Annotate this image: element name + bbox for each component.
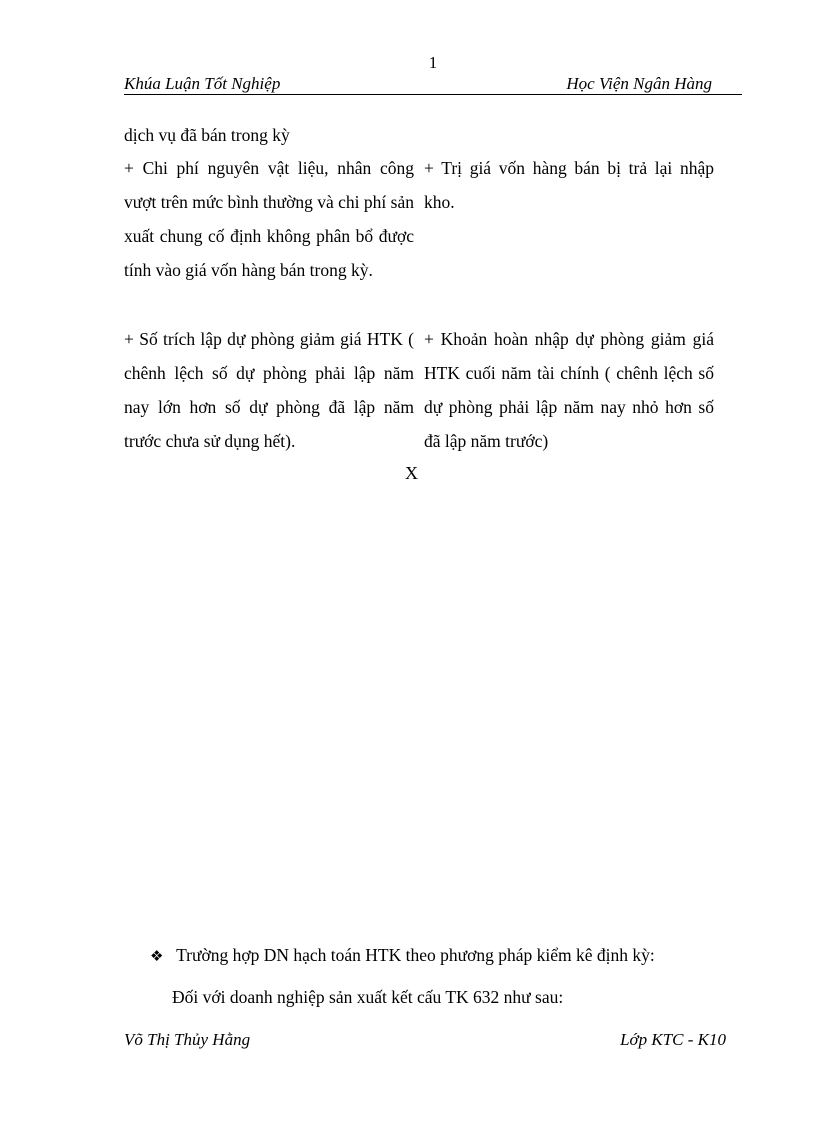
footer-author: Võ Thị Thủy Hằng	[124, 1030, 251, 1049]
credit-entry-1: + Trị giá vốn hàng bán bị trả lại nhập kho.	[424, 158, 714, 212]
intro-line: dịch vụ đã bán trong kỳ	[124, 125, 290, 145]
account-balance-mark: X	[405, 463, 418, 483]
footer-class: Lớp KTC - K10	[620, 1030, 726, 1049]
header-thesis-title: Khúa Luận Tốt Nghiệp	[124, 74, 281, 93]
section-subtitle: Đối với doanh nghiệp sản xuất kết cấu TK 632 như sau:	[172, 987, 564, 1007]
debit-entry-2: + Số trích lập dự phòng giảm giá HTK ( chênh lệch số dự phòng phải lập năm nay lớn hơn số dự phòng đã lập năm trước chưa sử dụng hết).	[124, 329, 414, 451]
section-bullet-text: Trường hợp DN hạch toán HTK theo phương pháp kiểm kê định kỳ:	[176, 945, 655, 965]
debit-entry-1: + Chi phí nguyên vật liệu, nhân công vượt trên mức bình thường và chi phí sản xuất chung cố định không phân bổ được tính vào giá vốn hàng bán trong kỳ.	[124, 158, 414, 280]
section-bullet	[150, 940, 655, 971]
page-number: 1	[428, 53, 438, 72]
credit-entry-2: + Khoản hoàn nhập dự phòng giảm giá HTK cuối năm tài chính ( chênh lệch số dự phòng phải lập năm nay nhỏ hơn số đã lập năm trước)	[424, 329, 714, 451]
diamond-bullet-icon: ❖	[150, 947, 164, 965]
page-header	[124, 72, 742, 95]
header-institution: Học Viện Ngân Hàng	[566, 74, 712, 93]
